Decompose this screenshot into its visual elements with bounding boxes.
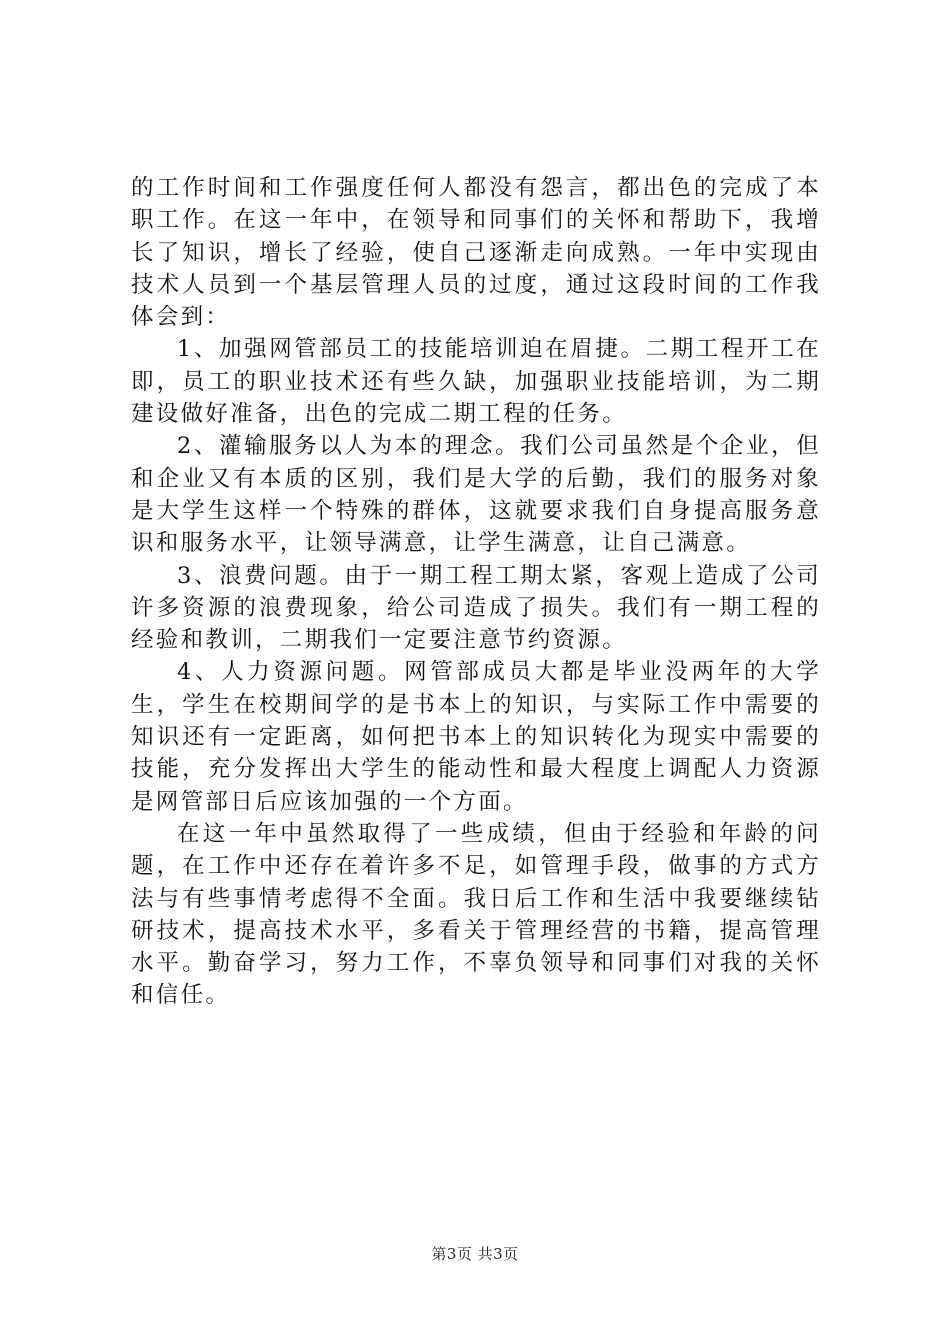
paragraph-conclusion: 在这一年中虽然取得了一些成绩，但由于经验和年龄的问题，在工作中还存在着许多不足，如管理手段，做事的方式方法与有些事情考虑得不全面。我日后工作和生活中我要继续钻研技术，提高技术水平，多看关于管理经营的书籍，提高管理水平。勤奋学习，努力工作，不辜负领导和同事们对我的关怀和信任。 (131, 820, 821, 1009)
page-number-footer: 第3页 共3页 (431, 1245, 519, 1263)
paragraph-point-1: 1、加强网管部员工的技能培训迫在眉捷。二期工程开工在即，员工的职业技术还有些久缺，加强职业技能培训，为二期建设做好准备，出色的完成二期工程的任务。 (131, 336, 821, 428)
paragraph-point-2: 2、灌输服务以人为本的理念。我们公司虽然是个企业，但和企业又有本质的区别，我们是大学的后勤，我们的服务对象是大学生这样一个特殊的群体，这就要求我们自身提高服务意识和服务水平，让领导满意，让学生满意，让自己满意。 (131, 433, 821, 557)
paragraph-point-4: 4、人力资源问题。网管部成员大都是毕业没两年的大学生，学生在校期间学的是书本上的知识，与实际工作中需要的知识还有一定距离，如何把书本上的知识转化为现实中需要的技能，充分发挥出大学生的能动性和最大程度上调配人力资源是网管部日后应该加强的一个方面。 (131, 659, 821, 815)
paragraph-continuation: 的工作时间和工作强度任何人都没有怨言，都出色的完成了本职工作。在这一年中，在领导和同事们的关怀和帮助下，我增长了知识，增长了经验，使自己逐渐走向成熟。一年中实现由技术人员到一个基层管理人员的过度，通过这段时间的工作我体会到： (131, 175, 821, 331)
paragraph-point-3: 3、浪费问题。由于一期工程工期太紧，客观上造成了公司许多资源的浪费现象，给公司造成了损失。我们有一期工程的经验和教训，二期我们一定要注意节约资源。 (131, 562, 821, 654)
document-body (131, 172, 821, 1012)
